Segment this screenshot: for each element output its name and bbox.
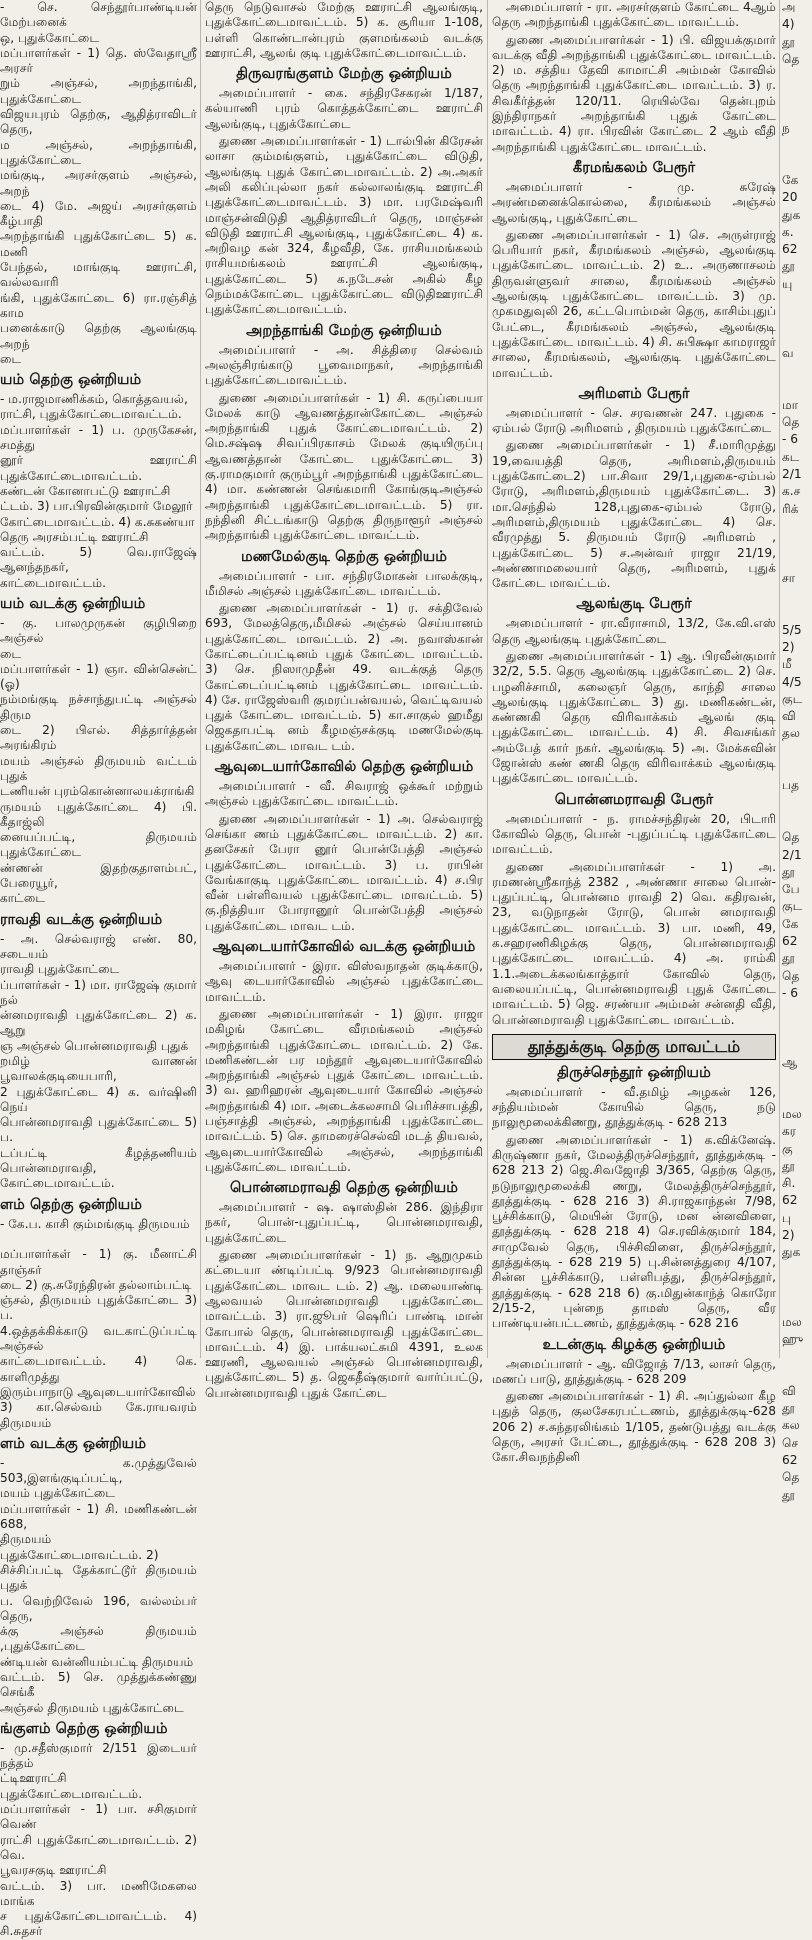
section-heading: கீரமங்கலம் பேரூர் (572, 158, 696, 176)
text-fragment: வ (782, 345, 794, 360)
text-fragment: யு (782, 276, 793, 291)
text-fragment: - 6 (782, 985, 799, 1000)
text-fragment (782, 69, 812, 84)
text-line: ண்டியன் வன்னியம்பட்டி திருமயம் (0, 1654, 194, 1669)
text-fragment: மல (782, 1314, 802, 1329)
organizer-paragraph: அமைப்பாளர் - ரா.வீராசாமி, 13/2, கே.வி.எஸ் தெரு ஆலங்குடி புதுக்கோட்டை (492, 616, 776, 646)
text-fragment: 62 (782, 1193, 798, 1208)
text-fragment: 2) (782, 639, 795, 654)
text-fragment: ஆ (782, 1055, 798, 1070)
text-fragment (782, 796, 812, 811)
deputy-organizers-paragraph: துணை அமைப்பாளர்கள் - 1) ஆ. பிரவீன்குமார் 32/2, 5.5. தெரு ஆலங்குடி புதுக்கோட்டை 2) செ. பழனிச்சாமி, கலைஞர் தெரு, காந்தி சாலை ஆலங்குடி புதுக்கோட்டை 3) து. மணிகண்டன், கண்ணகி தெரு விரிவாக்கம் ஆலங் குடி புதுக்கோட்டை மாவட்டம். 4) சி. சிவசங்கர் அம்பேத் கார் நகர். ஆலங்குடி 5) அ. மேக்சுவின் ஜோன்ஸ் கண் ணகி தெரு விரிவாக்கம் ஆலங்குடி புதுக்கோட்டை மாவட்டம். (492, 648, 776, 786)
text-line: ட்டம். 3) பா.பிரவின்குமார் மேலூர் (0, 499, 193, 514)
text-fragment: 62 (782, 242, 798, 257)
text-fragment: சி. (782, 1176, 796, 1191)
text-fragment: ந (782, 121, 790, 136)
text-line: இரும்பாநாடு ஆவுடையார்கோவில் (0, 1384, 196, 1399)
text-line: ருமயம் புதுக்கோட்டை 4) பி. கீதாஜ்லி (0, 799, 197, 829)
text-line: தெரு அரசம்பட்டி ஊராட்சி (0, 529, 149, 544)
text-fragment: கு (782, 1141, 793, 1156)
deputy-organizers-paragraph: துணை அமைப்பாளர்கள் - 1) செ. அருள்ராஜ் பெரியார் நகர், கீரமங்கலம் அஞ்சல், ஆலங்குடி புதுக்கோட்டை மாவட்டம். 2) உ.. அருணாசலம் திருவள்ளுவர் சாலை, கீரமங்கலம் அஞ்சல் ஆலங்குடி புதுக்கோட்டை மாவட்டம். 3) மு. முகமதுவுலி 26, கட்டபொம்மன் தெரு, காசிம்புதுப் பேட்டை, கீரமங்கலம் அஞ்சல், ஆலங்குடி புதுக்கோட்டை மாவட்டம். 4) சி. சுபிக்ஷா காமராஜர் சாலை, கீரமங்கலம், ஆலங்குடி புதுக்கோட்டை மாவட்டம். (492, 227, 776, 380)
text-fragment (782, 1349, 812, 1364)
text-line: - அ. செல்வராஜ் எண். 80, சடையம் (0, 931, 197, 961)
text-fragment: தெ (782, 415, 800, 430)
text-line: ஞ்சல், திருமயம் புதுக்கோட்டை 3) ப. (0, 1293, 197, 1323)
text-fragment: பு (782, 1210, 792, 1225)
text-line: - கே.ப. காசி கும்மங்குடி திருமயம் (0, 1216, 190, 1231)
text-fragment (782, 1263, 812, 1278)
text-line: பேந்தல், மாங்குடி ஊராட்சி, வல்லவாரி (0, 260, 197, 290)
text-fragment: தூ (782, 1158, 795, 1173)
organizer-paragraph: அமைப்பாளர் - வீ. சிவராஜ் ஒக்கூர் மற்றும் அஞ்சல் புதுக்கோட்டை மாவட்டம். (205, 779, 483, 809)
deputy-organizers-paragraph: துணை அமைப்பாளர்கள் - 1) ந. ஆறுமுகம் கட்டையா ண்டிப்பட்டி 9/923 பொன்னமராவதி புதுக்கோட்டை மாவட டம். 2) ஆ. மலையாண்டி ஆலவயல் பொன்னமராவதி புதுக்கோட்டை மாவட்டம். 3) ரா.ஜூபர் ஷெரிப் பாண்டி மான் கோபால் தெரு, பொன்னமராவதி புதுக்கோட்டை மாவட்டம். 4) இ. பாக்யலட்சுமி 4391, உலக ஊரணி, ஆலவயல் அஞ்சல் பொன்னமராவதி, புதுக்கோட்டை 5) த. ஜெகதீஷ்குமார் வார்ப்பட்டு, பொன்னமராவதி புதுக் கோட்டை (205, 1248, 483, 1400)
section-heading: ஆலங்குடி பேரூர் (576, 595, 692, 613)
text-line: டை 4) மே. அஜய் அரசர்குளம் கீழ்பாதி (0, 198, 197, 229)
section-heading: ளம் தெற்கு ஒன்றியம் (0, 1195, 142, 1213)
organizer-paragraph: அமைப்பாளர் - மு. சுரேஷ் அரண்மனைக்கொல்லை, கீரமங்கலம் அஞ்சல் ஆலங்குடி, புதுக்கோட்டை (492, 179, 776, 225)
text-line: டை 2) பிஎல். சித்தார்த்தன் அரங்கிரம் (0, 723, 197, 753)
text-fragment: 2/1 (782, 847, 802, 862)
section-body (0, 1741, 197, 1940)
text-fragment (782, 294, 812, 309)
text-fragment: 2) (782, 1228, 795, 1243)
text-fragment: மா (782, 397, 799, 412)
text-fragment: 62 (782, 1452, 798, 1467)
text-fragment: தெ (782, 1470, 800, 1485)
text-line: - மு.சதீஸ்குமார் 2/151 இடையர் நத்தம் (0, 1740, 197, 1771)
text-fragment: சா (782, 570, 796, 585)
text-line: ராட்சி புதுக்கோட்டைமாவட்டம். 2) வெ. (0, 1832, 197, 1862)
text-line: கோட்டைமாவட்டம். 4) க.சுகண்யா (0, 514, 195, 529)
section-heading: யம் வடக்கு ஒன்றியம் (0, 594, 146, 612)
deputy-organizers-paragraph: துணை அமைப்பாளர்கள் - 1) ர. சக்திவேல் 693, மேலத்தெரு,மீமிசல் அஞ்சல் செய்யானம் புதுக்கோட்டை மாவட்டம். 2) அ. நவாஸ்கான் கோட்டைப்பட்டினம் புதுக் கோட்டை மாவட்டம். 3) செ. நிஸாமுதீன் 49. வடக்குத் தெரு கோட்டைப்பட்டினம் புதுக்கோட்டை மாவட்டம். 4) சே. ராஜேஸ்வரி குமரப்பன்வயல், வெட்டிவயல் புதுக் கோட்டை மாவட்டம். 5) கா.சாகுல் ஹமீது ஜெகதாபட்டி னம் கீழமஞ்சக்குடி மணமேல்குடி புதுக்கோட்டை மாவட டம். (205, 601, 483, 753)
text-line: னூர் ஊராட்சி புதுக்கோட்டைமாவட்டம். (0, 453, 197, 483)
text-line: காட்டைமாவட்டம். (0, 575, 107, 590)
text-fragment: தூ (782, 951, 795, 966)
text-line: 3) கா.செல்வம் கே.ராயவரம் திருமயம் (0, 1400, 197, 1430)
text-line: மயம் புதுக்கோட்டை (0, 1486, 116, 1501)
text-line: ச புதுக்கோட்டைமாவட்டம். 4) சி.சுதசர் (0, 1909, 197, 1939)
deputy-organizers-paragraph: துணை அமைப்பாளர்கள் - 1) இரா. ராஜா மகிழங் கோட்டை வீரமங்கலம் அஞ்சல் அறந்தாங்கி புதுக்கோட்டை மாவட்டம். 2) கே. மணிகண்டன் பர மந்தூர் ஆவுடையார்கோவில் அறந்தாங்கி அஞ்சல் புதுக் கோட்டை மாவட்டம். 3) வ. ஹரிஹரன் ஆவுடையார் கோவில் அஞ்சல் அறந்தாங்கி 4) மா. அடைக்கலசாமி பெரிச்சாபத்தி, பஞ்சாத்தி அஞ்சல், அறந்தாங்கி புதுக்கோட்டை மாவட்டம். 5) செ. தாமரைச்செல்வி மடத் தியவல், ஆவுடையார்கோவில் அஞ்சல், அறந்தாங்கி புதுக்கோட்டை மாவட்டம். (205, 1006, 483, 1174)
section-body (0, 392, 197, 591)
text-fragment: 4/5 (782, 674, 802, 689)
text-fragment: க.ச (782, 484, 801, 499)
text-fragment: 2/1 (782, 467, 802, 482)
section-heading: ஆவுடையார்கோவில் தெற்கு ஒன்றியம் (214, 758, 474, 776)
text-line: ங்கி, புதுக்கோட்டை 6) ரா.ரஞ்சித் காம (0, 290, 197, 320)
column-1 (0, 0, 197, 1939)
organizer-paragraph: அமைப்பாளர் - ஷ. ஷாஸ்தின் 286. இந்திரா நகர், பொன்-புதுப்பட்டி, பொன்னமராவதி, புதுக்கோட்டை (205, 1200, 483, 1245)
text-fragment (782, 761, 812, 776)
text-fragment (782, 311, 812, 326)
text-fragment: வி (782, 1383, 796, 1398)
text-fragment: துக (782, 1245, 801, 1260)
text-fragment: வி (782, 709, 796, 724)
text-line: நம்மங்குடி நச்சாந்துபட்டி அஞ்சல் திரும (0, 692, 197, 722)
text-line: டை (0, 646, 22, 661)
text-line: வட்டம். 5) வெ.ராஜேஷ் ஆனந்தநகர், (0, 545, 197, 575)
column-4-clipped (782, 0, 812, 1502)
text-line: வட்டம். 3) பா. மணிமேகலை மாங்க (0, 1878, 197, 1908)
text-fragment: பே (782, 882, 800, 897)
section-body (0, 932, 197, 1192)
organizer-paragraph: அமைப்பாளர் - ஆ. விஜோத் 7/13, லாசர் தெரு, மணப் பாடு, தூத்துக்குடி - 628 209 (492, 1356, 776, 1386)
text-fragment: குட (782, 691, 803, 706)
text-fragment: தூ (782, 864, 795, 879)
text-fragment (782, 1090, 812, 1105)
text-fragment: தூ (782, 34, 795, 49)
organizer-paragraph: அமைப்பாளர் - செ. சரவணன் 247. புதுகை - ஏம்பல் ரோடு அரிமளம் , திருமயம் புதுக்கோட்டை (492, 405, 776, 436)
text-line: ப்பாளர்கள் - 1) மா. ராஜேஷ் குமார் நல் (0, 977, 197, 1007)
text-line: - செ. செந்தூர்பாண்டியன் மேற்பனைக் (0, 0, 197, 30)
text-line: மப்பாளர்கள் - 1) ஞா. வின்சென்ட் (ஓ) (0, 661, 197, 692)
text-fragment: செ (782, 1435, 799, 1450)
text-fragment: தல (782, 726, 801, 741)
text-line: அஞ்சல் திருமயம் புதுக்கோட்டை (0, 1700, 184, 1715)
deputy-organizers-paragraph: துணை அமைப்பாளர்கள் - 1) க.விக்னேஷ். கிருஷ்ணா நகர், மேலத்திருச்செந்தூர், தூத்துக்குடி - 628 213 2) ஜெ.சிவஜோதி 3/365, தெற்கு தெரு, நடுநாலுமூலைக்கி ணறு, மேலத்திருச்செந்தூர், தூத்துக்குடி - 628 216 3) சி.ராஜகாந்தன் 7/98, பூச்சிக்காடு, மெயின் ரோடு, மன ன்னவிளை, தூத்துக்குடி - 628 218 4) செ.ரவிக்குமார் 184, சாமுவேல் தெரு, பிச்சிவிளை, திருச்செந்தூர், தூத்துக்குடி - 628 219 5) பு.சின்னத்துரை 4/107, சின்ன பூச்சிக்காடு, பள்ளிபத்து, திருச்செந்தூர், தூத்துக்குடி - 628 218 6) கு.மிதுன்காந்த் கொரோ 2/15-2, புன்நை தாமஸ் தெரு, வீர பாண்டியன்பட்டணம், தூத்துக்குடி - 628 216 (492, 1132, 776, 1331)
text-fragment (782, 813, 812, 828)
text-line: திருமயம் புதுக்கோட்டைமாவட்டம். 2) (0, 1532, 159, 1562)
text-fragment (782, 329, 812, 344)
section-heading: திருவரங்குளம் மேற்கு ஒன்றியம் (236, 65, 452, 83)
text-line: பொன்னமராவதி புதுக்கோட்டை 5) ப. (0, 1115, 197, 1145)
organizer-paragraph: அமைப்பாளர் - கை. சந்திரசேகரன் 1/187, கல்யாணி புரம் கொத்தக்கோட்டை ஊராட்சி ஆலங்குடி, புதுக்கோட்டை (205, 86, 483, 131)
text-fragment (782, 1280, 812, 1295)
section-heading: யம் தெற்கு ஒன்றியம் (0, 371, 142, 389)
text-fragment: தெ (782, 51, 800, 66)
deputy-organizers-paragraph: துணை அமைப்பாளர்கள் - 1) சீ.மாரிமுத்து 19,வையத்தி தெரு, அரிமளம்,திருமயம் புதுக்கோட்டை2) பா.சிவா 29/1,புதுகை-ஏம்பல் ரோடு, அரிமளம்,திருமயம் புதுக்கோட்டை. 3) மா.செந்தில் 128,புதுகை-ஏம்பல் ரோடு, அரிமளம்,திருமயம் புதுக்கோட்டை 4) செ. வீரமுத்து 5. திருமயம் ரோடு அரிமளம் , புதுக்கோட்டை 5) ச.அன்வர் ராஜா 21/19, அண்ணாமலையார் தெரு, அரிமளம், புதுக் கோட்டை மாவட்டம். (492, 438, 776, 591)
text-line: ஞ அஞ்சல் பொன்னமராவதி புதுக் (0, 1038, 189, 1053)
text-fragment: தூ (782, 259, 795, 274)
text-line: மப்பாளர்கள் - 1) ப. முருகேசன், சமத்து (0, 422, 197, 453)
text-line: பனைக்காடு தெற்கு ஆலங்குடி அறந் (0, 321, 197, 351)
section-body (0, 1217, 197, 1431)
deputy-organizers-paragraph: துணை அமைப்பாளர்கள் - 1) அ. ரமணன்ஸ்ரீகாந்த் 2382 , அண்ணா சாலை பொன்-புதுப்பட்டி, பொன்னம ராவதி 2) வெ. கதிரவன், 23, வடுநாதன் ரோடு, பொன் னமராவதி புதுக்கோட்டை மாவட்டம். 3) பா. மணி, 49, க.சஹரணிகிழக்கு தெரு, பொன்னமராவதி புதுக்கோட்டை மாவட்டம். 4) அ. ராம்கி 1.1.அடைக்கலங்காத்தார் கோவில் தெரு, வலையப்பட்டி, பொன்னமராவதி புதுக் கோட்டை மாவட்டம். 5) ஜெ. சரண்யா அம்மன் சன்னதி வீதி, பொன்னமராவதி புதுக்கோட்டை மாவட்டம். (492, 859, 776, 1027)
text-line: டை 2) கு.சுரேந்திரன் தல்லாம்பட்டி (0, 1277, 192, 1292)
section-body (0, 1456, 197, 1716)
text-line: மப்பாளர்கள் - 1) பா. சசிகுமார் வெண் (0, 1802, 197, 1832)
section-heading: அரிமளம் பேரூர் (578, 384, 690, 402)
text-line: காட்டைமாவட்டம். 4) கெ. காளிமுத்து (0, 1354, 197, 1384)
section-heading: ராவதி வடக்கு ஒன்றியம் (0, 910, 163, 928)
text-line: க்கு அஞ்சல் திருமயம் ,புதுக்கோட்டை (0, 1624, 197, 1654)
text-line: ப. வெற்றிவேல் 196, வல்லம்பர் தெரு, (0, 1593, 197, 1623)
organizer-paragraph: அமைப்பாளர் - ந. ராமச்சந்திரன் 20, பிடாரி கோவில் தெரு, பொன் -புதுப்பட்டி புதுக்கோட்டை மாவட்டம். (492, 811, 776, 857)
text-line: ராவதி புதுக்கோட்டை (0, 962, 120, 977)
text-fragment: 5/5 (782, 622, 802, 637)
paragraph: தெரு நெடுவாசல் மேற்கு ஊராட்சி ஆலங்குடி, புதுக்கோட்டைமாவட்டம். 5) க. சூரியா 1-108, பள்ளி கொண்டான்புரம் குளமங்கலம் வடக்கு ஊராட்சி, ஆலங் குடி புதுக்கோட்டைமாவட்டம். (205, 0, 483, 60)
text-line: னையப்பட்டி, திருமயம் புதுக்கோட்டை (0, 830, 197, 860)
text-fragment (782, 156, 812, 171)
text-fragment: 4) (782, 17, 795, 32)
text-fragment: குட (782, 899, 803, 914)
text-fragment: தூ (782, 1487, 795, 1502)
section-heading: திருச்செந்தூர் ஒன்றியம் (557, 1063, 711, 1081)
text-line: ம அஞ்சல், அறந்தாங்கி, புதுக்கோட்டை (0, 137, 197, 167)
text-fragment (782, 86, 812, 101)
text-fragment (782, 605, 812, 620)
text-line: ஒ, புதுக்கோட்டை (0, 30, 100, 45)
text-fragment (782, 363, 812, 378)
text-fragment (782, 1021, 812, 1036)
text-line: கண்டன் கோனாபட்டு ஊராட்சி (0, 483, 171, 498)
deputy-organizers-paragraph: துணை அமைப்பாளர்கள் - 1) பி. விஜயக்குமார் வடக்கு வீதி அறந்தாங்கி புதுக்கோட்டை மாவட்டம். 2) ம. சத்திய தேவி காமாட்சி அம்மன் கோவில் தெரு அறந்தாங்கி புதுக்கோட்டை மாவட்டம். 3) ர. சிவகீர்த்தன் 120/11. ரெயில்வே தென்புறம் இந்திராநகர் அறந்தாங்கி புதுக் கோட்டை மாவட்டம். 4) ரா. பிரவின் கோட்டை 2 ஆம் வீதி அறந்தாங்கி புதுக்கோட்டை மாவட்டம். (492, 32, 776, 154)
text-line: வட்டம். 5) செ. முத்துக்கண்ணு செங்கீ (0, 1669, 197, 1700)
text-line: - ம.ராஜமாணிக்கம், கொத்தவயல், (0, 392, 188, 407)
text-fragment: பத (782, 778, 800, 793)
text-line: ண்ணன் இதற்குதாளம்பட், பேரையூர், (0, 860, 197, 891)
text-line (0, 1232, 197, 1247)
text-fragment: 62 (782, 934, 798, 949)
text-fragment: - 6 (782, 432, 799, 447)
text-line: டை (0, 351, 22, 366)
column-divider (779, 0, 780, 1358)
text-line: மப்பாளர்கள் - 1) சி. மணிகண்டன் 688, (0, 1501, 197, 1532)
section-heading: பொன்னமராவதி பேரூர் (554, 790, 714, 808)
section-heading: அறந்தாங்கி மேற்கு ஒன்றியம் (246, 321, 442, 339)
column-1-top (0, 0, 197, 367)
text-fragment (782, 519, 812, 534)
organizer-paragraph: அமைப்பாளர் - ரா. அரசர்குளம் கோட்டை 4ஆம் தெரு அறந்தாங்கி புதுக்கோட்டை மாவட்டம். (492, 0, 776, 30)
deputy-organizers-paragraph: துணை அமைப்பாளர்கள் - 1) சி. கருப்பையா மேலக் காடு ஆவணத்தான்கோட்டை அஞ்சல் அறந்தாங்கி புதுக் கோட்டைமாவட்டம். 2) மெ.சஷ்ஷ சிவப்பிரகாசம் மேலக் குடியிருப்பு ஆவணத்தான் கோட்டை புதுக்கோட்டை 3) கு.ராமகுமார் குரும்பூர் அறந்தாங்கி புதுக்கோட்டை 4) மா. கண்ணன் செங்கமாரி கோங்குடிஅஞ்சல் அறந்தாங்கி புதுக்கோட்டைமாவட்டம். 5) ரா. நந்தினி சிட்டங்காடு தெற்கு திருநாளூர் அஞ்சல் அறந்தாங்கி புதுக்கோட்டை மாவட்டம். (205, 390, 483, 543)
deputy-organizers-paragraph: துணை அமைப்பாளர்கள் - 1) சி. அப்துல்லா கீழ புதுத் தெரு, குலசேகரபட்டணம், தூத்துக்குடி-628 206 2) ச.சுந்தரலிங்கம் 1/105, தண்டுபத்து வடக்கு தெரு, அரசர் பேட்டை, தூத்துக்குடி - 628 208 3) கோ.சிவநந்தினி (492, 1389, 776, 1465)
text-line: அறந்தாங்கி புதுக்கோட்டை 5) க. மணி (0, 229, 197, 259)
district-banner: தூத்துக்குடி தெற்கு மாவட்டம் (492, 1034, 776, 1060)
text-fragment (782, 104, 812, 119)
text-fragment: துக (782, 207, 801, 222)
text-fragment (782, 1297, 812, 1312)
text-line: காட்டை (0, 891, 46, 906)
section-heading: மணமேல்குடி தெற்கு ஒன்றியம் (240, 547, 448, 565)
text-line: மயம் அஞ்சல் திருமயம் வட்டம் புதுக் (0, 753, 197, 783)
text-line: - க.முத்துவேல் 503,இளங்குடிப்பட்டி, (0, 1455, 197, 1486)
text-fragment (782, 1003, 812, 1018)
text-line: ட்டிஊராட்சி புதுக்கோட்டைமாவட்டம். (0, 1771, 143, 1801)
text-line: - கு. பாலமுருகன் குழிபிறை அஞ்சல் (0, 615, 197, 646)
text-line: ன்னமராவதி புதுக்கோட்டை 2) க. ஆறு (0, 1008, 197, 1038)
organizer-paragraph: அமைப்பாளர் - வீ.தமிழ் அழகன் 126, சந்தியம்மன் கோயில் தெரு, நடு நாலுமூலைக்கிணறு, தூத்துக்குடி - 628 213 (492, 1084, 776, 1130)
text-fragment: மல (782, 1107, 802, 1121)
text-fragment (782, 536, 812, 551)
text-fragment: தெ (782, 968, 800, 983)
text-line: விஜயபுரம் தெற்கு, ஆதித்ராவிடர் தெரு, (0, 107, 197, 137)
text-fragment: அ (782, 0, 796, 14)
text-fragment: ஹு (782, 1331, 804, 1346)
deputy-organizers-paragraph: துணை அமைப்பாளர்கள் - 1) அ. செல்வராஜ் செங்கா ணம் புதுக்கோட்டை மாவட்டம். 2) கா. தனசேகர் பேரா னூர் பொன்பேத்தி அஞ்சல் புதுக்கோட்டை மாவட்டம். 3) ப. ராபின் வேங்காகுடி புதுக்கோட்டை மாவட்டம். 4) ச.பிர வீன் பள்ளிவயல் புதுக்கோட்டை மாவட்டம். 5) கு.நித்தியா போரானூர் பொன்பேத்தி அஞ்சல் புதுக்கோட்டை மாவட டம். (205, 811, 483, 933)
text-fragment (782, 1038, 812, 1053)
section-heading: ங்குளம் தெற்கு ஒன்றியம் (0, 1719, 168, 1737)
text-line: றமிழ் வாணன் பூவாலக்குடியைபாரி, (0, 1054, 197, 1084)
organizer-paragraph: அமைப்பாளர் - அ. சித்திரை செல்வம் அலஞ்சிரங்காடு பூவைமாநகர், அறந்தாங்கி புதுக்கோட்டைமாவட்டம். (205, 342, 483, 388)
text-fragment: 20 (782, 190, 798, 205)
text-fragment (782, 1072, 812, 1087)
text-line: 2 புதுக்கோட்டை 4) க. வர்ஷினி நெய் (0, 1084, 197, 1114)
column-divider (487, 0, 488, 1358)
text-line: டணியன் புரம்கொன்னாலயக்ராங்கி (0, 784, 195, 799)
text-line: றும் அஞ்சல், அறந்தாங்கி, புதுக்கோட்டை (0, 76, 197, 106)
text-fragment (782, 1366, 812, 1381)
column-3 (492, 0, 776, 1465)
text-fragment: க. (782, 224, 794, 239)
deputy-organizers-paragraph: துணை அமைப்பாளர்கள் - 1) டால்பின் கிரேசன் லாசா கும்மங்குளம், புதுக்கோட்டை விடுதி, ஆலங்குடி புதுக் கோட்டைமாவட்டம். 2) அ.அகர் அலி கலிப்புல்லா நகர் கல்லாலங்குடி ஊராட்சி புதுக்கோட்டைமாவட்டம். 3) மா. பரமேஷ்வரி மாஞ்சன்விடுதி ஆதித்ராவிடர் தெரு, மாஞ்சன் விடுதி ஊராட்சி ஆலங்குடி, புதுக்கோட்டை 4) க. அறிவழ கன் 324, கீழவீதி, கே. ராசியமங்கலம் ராசியமங்கலம் ஊராட்சி ஆலங்குடி, புதுக்கோட்டை 5) க.நடேசன் அகில் கீழ நெம்மக்கோட்டை புதுக்கோட்டை விடுதிஊராட்சி புதுக்கோட்டைமாவட்டம். (205, 134, 483, 317)
text-fragment: கர (782, 1124, 797, 1139)
text-fragment (782, 744, 812, 759)
section-heading: ஆவுடையார்கோவில் வடக்கு ஒன்றியம் (212, 938, 476, 956)
text-fragment: கே (782, 916, 799, 931)
text-fragment (782, 554, 812, 569)
text-line: மங்குடி, அரசர்குளம் அஞ்சல், அறந் (0, 168, 197, 198)
text-line: டப்பட்டி கீழத்தணியம் பொன்னமராவதி, (0, 1145, 197, 1176)
text-line: பூவரசகுடி ஊராட்சி (0, 1863, 107, 1878)
text-line: சிச்சிப்பட்டி தேக்காட்டூர் திருமயம் புதுக் (0, 1562, 197, 1593)
text-line: மப்பாளர்கள் - 1) தெ. ஸ்வேதாஸ்ரீ அரசர் (0, 45, 197, 76)
text-fragment: தூ (782, 1401, 795, 1416)
text-fragment (782, 588, 812, 603)
text-fragment (782, 138, 812, 153)
section-heading: ளம் வடக்கு ஒன்றியம் (0, 1434, 147, 1452)
text-fragment: மீ (782, 657, 792, 672)
text-fragment: கல (782, 1418, 800, 1433)
text-line: மப்பாளர்கள் - 1) கு. மீனாட்சி தாஞ்சுர் (0, 1247, 197, 1277)
text-fragment: கே (782, 172, 799, 187)
organizer-paragraph: அமைப்பாளர் - பா. சந்திரமோகன் பாலக்குடி, மீமிசல் அஞ்சல் புதுக்கோட்டை மாவட்டம். (205, 568, 483, 598)
organizer-paragraph: அமைப்பாளர் - இரா. விஸ்வநாதன் குடிக்காடு, ஆவு டையார்கோவில் அஞ்சல் புதுக்கோட்டை மாவட்டம். (205, 959, 483, 1004)
section-heading: உடன்குடி கிழக்கு ஒன்றியம் (542, 1335, 726, 1353)
text-fragment: கட (782, 449, 800, 464)
text-line: 4.ஒத்தக்கிக்காடு வடகாட்டுப்பட்டி அஞ்சல் (0, 1323, 197, 1354)
column-divider (200, 0, 201, 1358)
text-line: ராட்சி, புதுக்கோட்டைமாவட்டம். (0, 407, 182, 422)
section-body (0, 616, 197, 907)
text-fragment: ரிக் (782, 501, 799, 516)
column-2 (205, 0, 483, 1400)
section-heading: பொன்னமராவதி தெற்கு ஒன்றியம் (229, 1179, 458, 1197)
text-fragment (782, 381, 812, 396)
text-line: கோட்டைமாவட்டம். (0, 1176, 115, 1191)
text-fragment: தெ (782, 830, 800, 845)
